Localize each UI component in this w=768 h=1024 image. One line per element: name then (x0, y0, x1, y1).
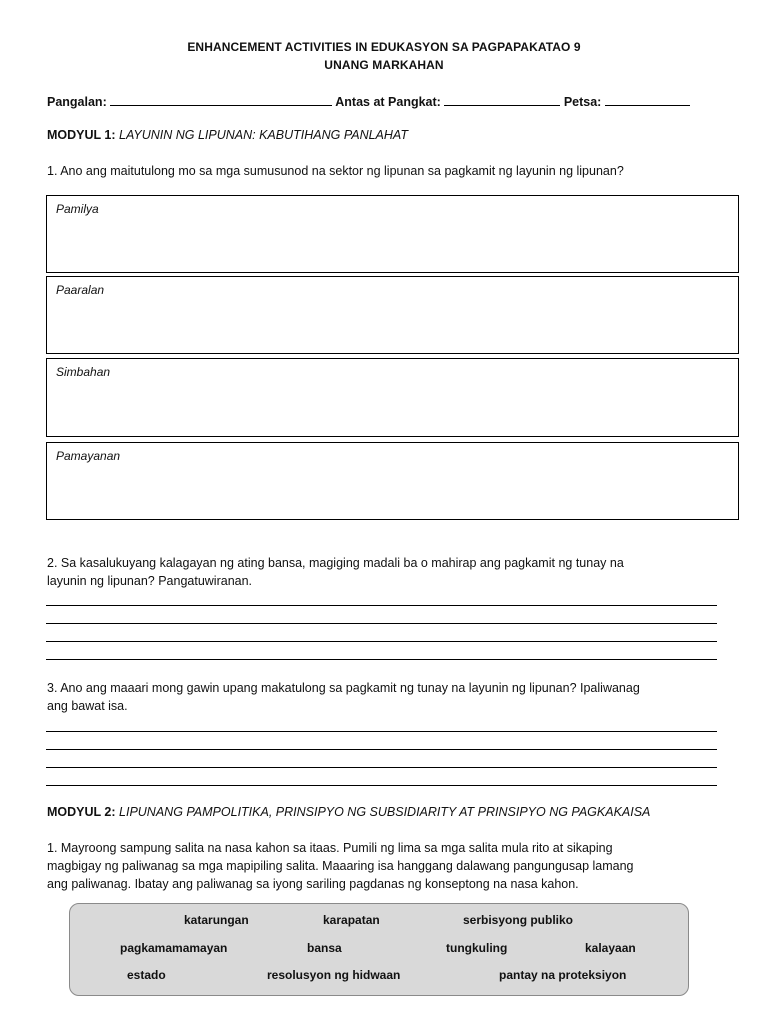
module1-label: MODYUL 1: (47, 128, 116, 142)
module2-heading (47, 805, 650, 819)
module2-question-1-line1: 1. Mayroong sampung salita na nasa kahon sa itaas. Pumili ng lima sa mga salita mula rito at sikaping (47, 841, 613, 855)
word-item: pagkamamamayan (120, 941, 228, 955)
module1-question-2-line1: 2. Sa kasalukuyang kalagayan ng ating bansa, magiging madali ba o mahirap ang pagkamit ng tunay na (47, 556, 624, 570)
module2-question-1-line3: ang paliwanag. Ibatay ang paliwanag sa iyong sariling pagdanas ng konseptong na nasa kahon. (47, 877, 579, 891)
box-label: Simbahan (56, 365, 111, 379)
answer-line[interactable] (46, 731, 717, 732)
answer-box-pamayanan[interactable] (46, 442, 739, 520)
box-label: Pamayanan (56, 449, 121, 463)
document-subtitle: UNANG MARKAHAN (324, 58, 444, 72)
name-label: Pangalan: (47, 95, 107, 109)
module1-title: LAYUNIN NG LIPUNAN: KABUTIHANG PANLAHAT (119, 128, 408, 142)
module1-question-3-line2: ang bawat isa. (47, 699, 128, 713)
word-item: estado (127, 968, 166, 982)
word-item: kalayaan (585, 941, 636, 955)
answer-box-simbahan[interactable] (46, 358, 739, 437)
word-item: pantay na proteksiyon (499, 968, 627, 982)
module2-question-1-line2: magbigay ng paliwanag sa mga mapipiling salita. Maaaring isa hanggang dalawang pangungusap lamang (47, 859, 634, 873)
date-blank[interactable] (605, 94, 690, 106)
module2-label: MODYUL 2: (47, 805, 116, 819)
word-item: tungkuling (446, 941, 508, 955)
word-item: katarungan (184, 913, 249, 927)
answer-line[interactable] (46, 623, 717, 624)
word-item: serbisyong publiko (463, 913, 574, 927)
answer-box-pamilya[interactable] (46, 195, 739, 273)
word-item: bansa (307, 941, 342, 955)
answer-line[interactable] (46, 749, 717, 750)
info-line (47, 94, 690, 109)
module1-question-2-line2: layunin ng lipunan? Pangatuwiranan. (47, 574, 253, 588)
grade-label: Antas at Pangkat: (335, 95, 441, 109)
module2-title: LIPUNANG PAMPOLITIKA, PRINSIPYO NG SUBSIDIARITY AT PRINSIPYO NG PAGKAKAISA (119, 805, 651, 819)
word-item: resolusyon ng hidwaan (267, 968, 401, 982)
name-blank[interactable] (110, 94, 332, 106)
module1-heading (47, 128, 408, 142)
word-item: karapatan (323, 913, 380, 927)
document-title: ENHANCEMENT ACTIVITIES IN EDUKASYON SA PAGPAPAKATAO 9 (187, 40, 581, 54)
answer-line[interactable] (46, 767, 717, 768)
box-label: Pamilya (56, 202, 99, 216)
answer-line[interactable] (46, 785, 717, 786)
answer-box-paaralan[interactable] (46, 276, 739, 354)
date-label: Petsa: (563, 95, 602, 109)
grade-blank[interactable] (444, 94, 560, 106)
word-box (69, 903, 689, 996)
answer-line[interactable] (46, 659, 717, 660)
module1-question-3-line1: 3. Ano ang maaari mong gawin upang makatulong sa pagkamit ng tunay na layunin ng lipunan? Ipaliwanag (47, 681, 640, 695)
box-label: Paaralan (56, 283, 105, 297)
answer-line[interactable] (46, 641, 717, 642)
answer-line[interactable] (46, 605, 717, 606)
module1-question-1: 1. Ano ang maitutulong mo sa mga sumusunod na sektor ng lipunan sa pagkamit ng layunin ng lipunan? (47, 164, 624, 178)
